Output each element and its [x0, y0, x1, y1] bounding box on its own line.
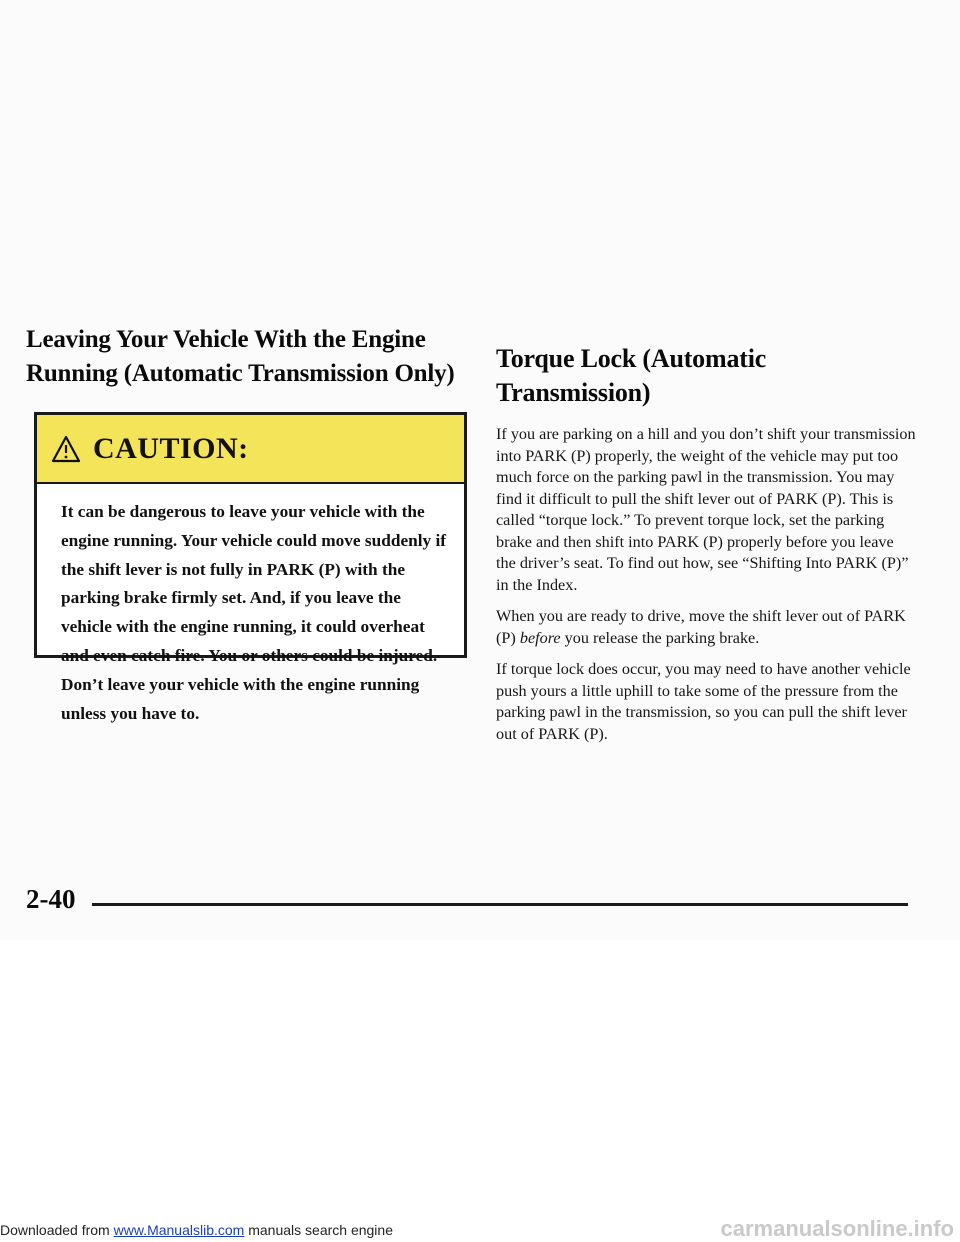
page-number: 2-40 [26, 884, 76, 914]
torque-lock-paragraph-2 [496, 606, 916, 649]
manualslib-link[interactable]: www.Manualslib.com [113, 1222, 245, 1238]
paragraph-2-emphasis: before [519, 628, 561, 647]
paragraph-2-end: you release the parking brake. [560, 628, 760, 647]
torque-lock-paragraph-3: If torque lock does occur, you may need to have another vehicle push yours a little uphill to take some of the pressure from the parking pawl in the transmission, so you can pull the shift lever out of PARK (P). [496, 660, 911, 743]
warning-triangle-icon [51, 435, 81, 463]
caution-text: It can be dangerous to leave your vehicle with the engine running. Your vehicle could move suddenly if the shift lever is not fully in PARK (P) with the parking brake firmly set. And, if you leave the vehicle with the engine running, it could overheat and even catch fire. You or others could be injured. Don’t leave your vehicle with the engine running unless you have to. [61, 502, 447, 723]
left-column [26, 323, 471, 391]
footer-rule [92, 903, 908, 906]
site-watermark: carmanualsonline.info [720, 1216, 954, 1241]
watermark-prefix: Downloaded from [0, 1222, 114, 1238]
download-watermark [0, 1222, 393, 1238]
section-title-torque-lock: Torque Lock (Automatic Transmission) [496, 344, 767, 407]
caution-header [37, 415, 464, 484]
caution-box [34, 412, 467, 723]
section-title-leaving-vehicle: Leaving Your Vehicle With the Engine Running (Automatic Transmission Only) [26, 326, 455, 387]
torque-lock-paragraph-1: If you are parking on a hill and you don’t shift your transmission into PARK (P) properly, the weight of the vehicle may put too much force on the parking pawl in the transmission. You may find it difficult to pull the shift lever out of PARK (P). This is called “torque lock.” To prevent torque lock, set the parking brake and then shift into PARK (P) properly before you leave the driver’s seat. To find out how, see “Shifting Into PARK (P)” in the Index. [496, 425, 916, 594]
watermark-suffix: manuals search engine [244, 1222, 393, 1238]
paragraph-2-start: When you are ready to drive, move the shift lever out of PARK (P) [496, 607, 906, 647]
caution-label: CAUTION: [93, 431, 249, 465]
right-column [496, 342, 916, 755]
